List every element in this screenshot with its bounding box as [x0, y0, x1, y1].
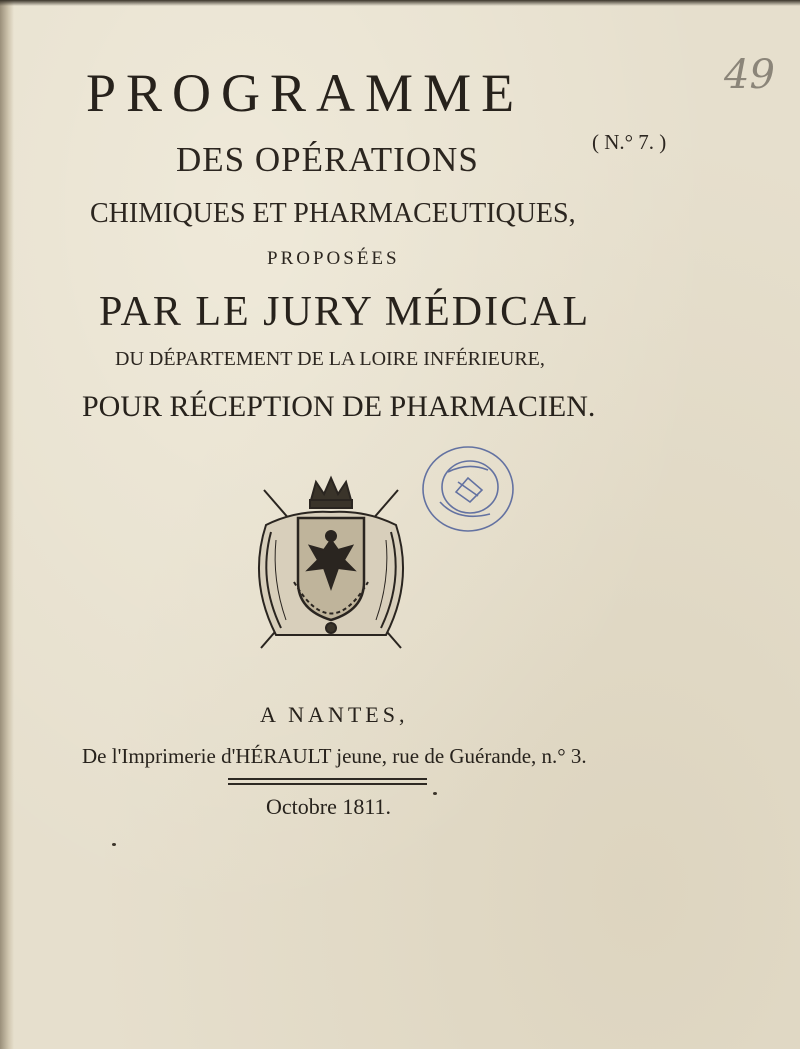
divider-rule — [228, 778, 427, 780]
title-programme: PROGRAMME — [86, 63, 525, 123]
title-reception: POUR RÉCEPTION DE PHARMACIEN. — [82, 390, 596, 423]
ink-speck — [112, 843, 116, 846]
title-chimiques: CHIMIQUES ET PHARMACEUTIQUES, — [90, 198, 576, 229]
title-jury-medical: PAR LE JURY MÉDICAL — [99, 289, 591, 335]
imprint-place: A NANTES, — [260, 702, 409, 727]
imperial-coat-of-arms-icon — [236, 470, 426, 660]
title-proposees: PROPOSÉES — [267, 248, 400, 269]
ink-speck — [433, 792, 437, 795]
library-stamp-icon — [418, 442, 518, 537]
programme-number: ( N.° 7. ) — [592, 130, 667, 154]
imprint-printer: De l'Imprimerie d'HÉRAULT jeune, rue de Guérande, n.° 3. — [82, 744, 587, 768]
page-top-edge — [0, 0, 800, 6]
imprint-date: Octobre 1811. — [266, 794, 392, 819]
handwritten-folio-number: 49 — [724, 52, 775, 98]
binding-spine — [0, 0, 14, 1049]
title-des-operations: DES OPÉRATIONS — [176, 140, 479, 179]
divider-rule — [228, 783, 427, 785]
title-departement: DU DÉPARTEMENT DE LA LOIRE INFÉRIEURE, — [115, 348, 545, 370]
